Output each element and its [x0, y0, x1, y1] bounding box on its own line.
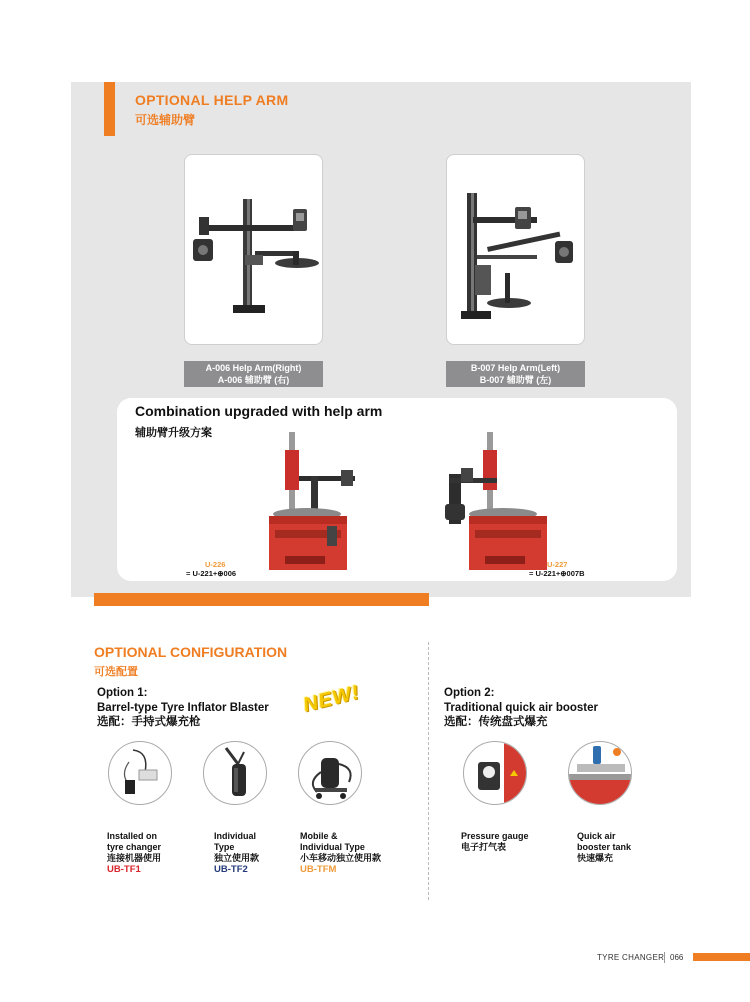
pressure-gauge-icon	[464, 742, 527, 805]
item-code: UB-TF2	[214, 864, 248, 875]
option1-name-cn: 选配：手持式爆充枪	[97, 716, 201, 728]
item-line: Installed on	[107, 831, 158, 841]
item-line: Pressure gauge	[461, 831, 529, 841]
section-divider-bar	[94, 593, 429, 606]
item-image-ub-tf2	[203, 741, 267, 805]
product-name-cn: A-006 辅助臂 (右)	[217, 374, 290, 385]
option2-name-cn: 选配：传统盘式爆充	[444, 716, 548, 728]
product-card-a006	[184, 154, 323, 345]
page-number: 066	[670, 953, 684, 962]
combination-subtitle: 辅助臂升级方案	[135, 427, 212, 439]
item-line: Individual	[214, 831, 257, 841]
item-caption-ub-tf2	[214, 831, 259, 875]
model-formula-u227: = U-221+⊕007B	[529, 569, 585, 578]
option2-heading	[444, 686, 598, 730]
item-line: tyre changer	[107, 842, 162, 852]
item-line: 小车移动独立使用款	[300, 853, 382, 863]
configuration-title: OPTIONAL CONFIGURATION	[94, 644, 288, 660]
item-image-ub-tf1	[108, 741, 172, 805]
machine-u227-image	[439, 426, 549, 576]
item-caption-ub-tfm	[300, 831, 381, 875]
machine-u226-image	[255, 426, 365, 576]
model-code-u227: U-227	[547, 560, 568, 569]
item-line: 快速爆充	[577, 853, 614, 863]
help-arm-right-image	[185, 155, 323, 345]
option1-name: Barrel-type Tyre Inflator Blaster	[97, 701, 269, 714]
item-line: Type	[214, 842, 235, 852]
item-line: Mobile &	[300, 831, 338, 841]
item-line: 电子打气表	[461, 842, 507, 852]
inflator-installed-icon	[109, 742, 172, 805]
configuration-subtitle: 可选配置	[94, 666, 138, 678]
product-name-cn: B-007 辅助臂 (左)	[479, 374, 552, 385]
inflator-individual-icon	[204, 742, 267, 805]
item-code: UB-TF1	[107, 864, 141, 875]
air-booster-tank-icon	[569, 742, 632, 805]
item-line: booster tank	[577, 842, 632, 852]
column-divider	[428, 642, 429, 900]
item-line: Quick air	[577, 831, 616, 841]
combination-title: Combination upgraded with help arm	[135, 403, 383, 419]
help-arm-subtitle: 可选辅助臂	[135, 113, 196, 127]
combination-card	[117, 398, 677, 581]
option2-label: Option 2:	[444, 687, 495, 699]
product-label-a006	[184, 361, 323, 387]
option2-name: Traditional quick air booster	[444, 701, 599, 714]
footer-separator	[664, 952, 665, 963]
item-line: 连接机器使用	[107, 853, 162, 863]
item-image-ub-tfm	[298, 741, 362, 805]
option1-label: Option 1:	[97, 687, 148, 699]
model-code-u226: U-226	[205, 560, 226, 569]
footer-accent-bar	[693, 953, 750, 961]
item-caption-pressure-gauge	[461, 831, 529, 853]
product-name-en: B-007 Help Arm(Left)	[470, 363, 561, 373]
help-arm-title: OPTIONAL HELP ARM	[135, 92, 289, 108]
item-line: Individual Type	[300, 842, 365, 852]
product-label-b007	[446, 361, 585, 387]
product-card-b007	[446, 154, 585, 345]
item-code: UB-TFM	[300, 864, 337, 875]
item-caption-air-booster	[577, 831, 631, 864]
model-formula-u226: = U-221+⊕006	[186, 569, 237, 578]
item-image-pressure-gauge	[463, 741, 527, 805]
footer-section-name: TYRE CHANGER	[597, 953, 665, 962]
product-name-en: A-006 Help Arm(Right)	[205, 363, 302, 373]
option1-heading	[97, 686, 269, 730]
item-image-air-booster	[568, 741, 632, 805]
new-badge: NEW!	[301, 681, 363, 717]
help-arm-left-image	[447, 155, 585, 345]
accent-bar	[104, 82, 115, 136]
item-line: 独立使用款	[214, 853, 260, 863]
inflator-mobile-icon	[299, 742, 362, 805]
item-caption-ub-tf1	[107, 831, 161, 875]
